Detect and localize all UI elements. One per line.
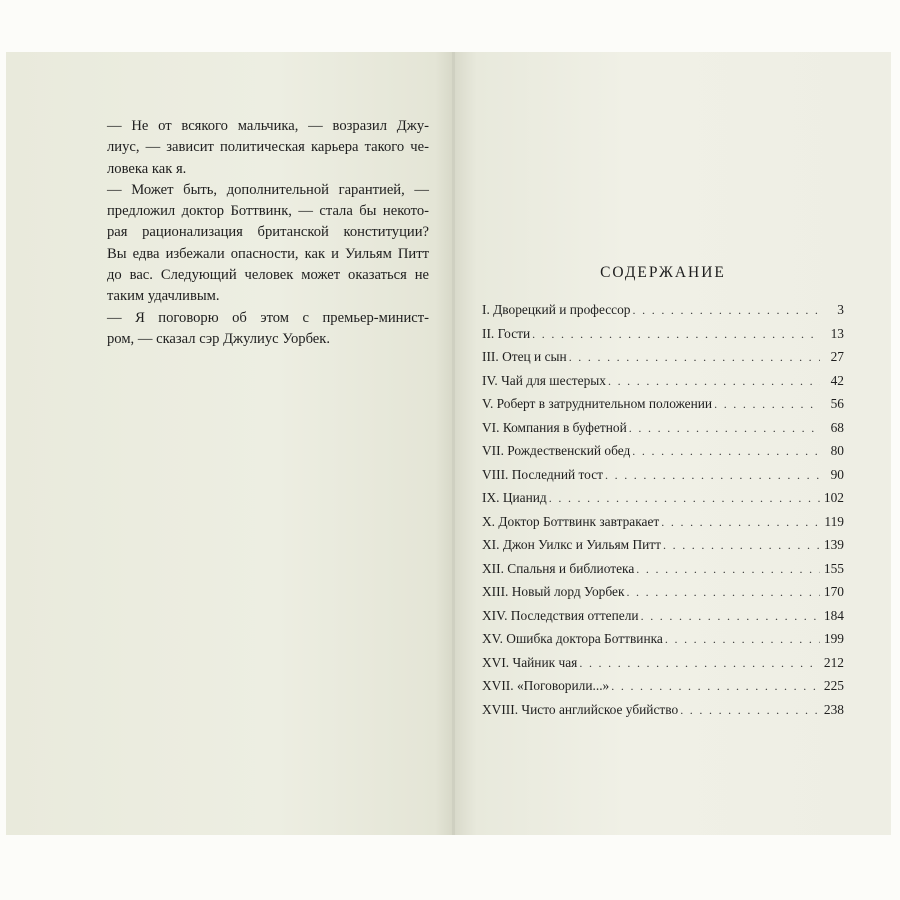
toc-dot-leader [665,628,820,652]
paragraph [85,180,429,308]
toc-entry-label: XII. Спальня и библиотека [482,560,635,576]
paragraph [85,308,429,351]
text-line: до вас. Следующий человек может оказаться не [107,267,429,284]
toc-entry-page: 238 [823,701,844,717]
toc-entry-label: VII. Рождественский обед [482,443,631,458]
toc-entry [482,533,844,557]
toc-entry [482,345,844,369]
text-line: ром, — сказал сэр Джулиус Уорбек. [107,330,331,347]
toc-entry [482,510,844,534]
toc-entry-label: XI. Джон Уилкс и Уильям Питт [482,537,661,552]
toc-dot-leader [611,675,820,699]
toc-entry [482,604,844,628]
toc-entry [482,557,844,581]
toc-entry-label: XVIII. Чисто английское убийство [482,701,679,717]
paragraph [85,116,429,180]
left-page-text [85,116,429,350]
toc-entry-page: 225 [823,678,844,693]
toc-entry-label: III. Отец и сын [482,349,567,364]
toc-entry-page: 42 [830,372,844,388]
toc-entry-page: 119 [824,513,844,529]
toc-entry-page: 102 [823,490,844,505]
toc-entry-label: VI. Компания в буфетной [482,419,627,435]
toc-dot-leader [532,323,820,347]
toc-entry-page: 27 [830,349,844,364]
toc-dot-leader [661,511,820,535]
toc-entry-label: X. Доктор Боттвинк завтракает [482,513,660,529]
text-line: таким удачливым. [107,288,220,305]
toc-entry-label: I. Дворецкий и профессор [482,302,631,317]
toc-entry-label: XVII. «Поговорили...» [482,678,610,693]
text-line: — Может быть, дополнительной гарантией, — [107,181,429,198]
toc-dot-leader [663,534,820,558]
text-line: ловека как я. [107,160,187,177]
text-line: — Не от всякого мальчика, — возразил Джу- [107,118,429,134]
toc-entry [482,298,844,322]
toc-entry-label: XIV. Последствия оттепели [482,607,639,623]
toc-dot-leader [632,440,820,464]
toc-dot-leader [605,464,820,488]
toc-entry [482,580,844,604]
text-line: — Я поговорю об этом с премьер-минист- [107,309,429,326]
toc-entry-label: II. Гости [482,325,531,341]
toc-entry [482,416,844,440]
toc-entry-page: 170 [823,584,844,599]
toc-entry-label: XIII. Новый лорд Уорбек [482,584,625,599]
toc-entry-page: 90 [830,466,844,482]
toc-dot-leader [714,393,820,417]
toc-entry-page: 68 [830,419,844,435]
toc-dot-leader [629,417,820,441]
toc-entry-page: 184 [823,607,844,623]
toc-dot-leader [549,487,820,511]
toc-entry-label: VIII. Последний тост [482,466,603,482]
toc-title: СОДЕРЖАНИЕ [600,264,726,281]
toc-entry [482,674,844,698]
toc-dot-leader [636,558,820,582]
text-line: лиус, — зависит политическая карьера такого че- [107,139,429,156]
toc-entry [482,322,844,346]
toc-entry-page: 139 [823,537,844,552]
toc-entry [482,651,844,675]
toc-entry-page: 80 [830,443,844,458]
toc-entry [482,463,844,487]
toc-entry [482,439,844,463]
toc-entry [482,392,844,416]
text-line: Вы едва избежали опасности, как и Уильям Питт [107,245,429,262]
toc-dot-leader [680,699,820,723]
toc-list [482,298,844,721]
toc-entry-page: 56 [830,396,844,411]
toc-entry-label: IX. Цианид [482,490,547,505]
toc-entry-label: XVI. Чайник чая [482,654,578,670]
toc-entry-page: 13 [830,325,844,341]
toc-entry-label: IV. Чай для шестерых [482,372,606,388]
text-line: рая рационализация британской конституции? [107,224,429,241]
toc-dot-leader [579,652,820,676]
toc-dot-leader [633,299,820,323]
text-line: предложил доктор Боттвинк, — стала бы некото- [107,203,429,220]
table-of-contents [482,262,844,721]
toc-entry-page: 3 [837,302,844,317]
toc-dot-leader [641,605,820,629]
toc-dot-leader [626,581,820,605]
toc-entry-page: 199 [823,631,844,646]
toc-entry-label: XV. Ошибка доктора Боттвинка [482,631,663,646]
toc-entry-label: V. Роберт в затруднительном положении [482,396,713,411]
toc-entry [482,486,844,510]
toc-entry-page: 155 [823,560,844,576]
toc-entry-page: 212 [823,654,844,670]
toc-dot-leader [569,346,820,370]
toc-dot-leader [608,370,820,394]
toc-entry [482,369,844,393]
toc-entry [482,627,844,651]
toc-entry [482,698,844,722]
